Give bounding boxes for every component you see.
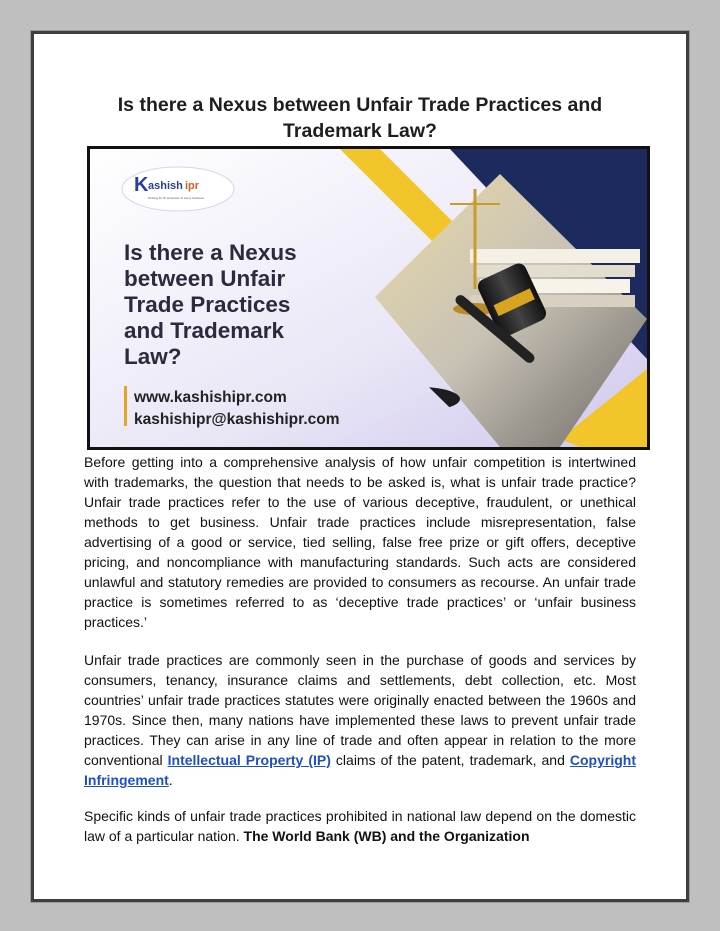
paragraph-2-middle: claims of the patent, trademark, and — [330, 752, 570, 768]
title-line-2: Trademark Law? — [283, 120, 437, 142]
contact-accent-bar — [124, 386, 127, 426]
banner-heading-line-1: Is there a Nexus — [124, 240, 297, 265]
banner-heading-line-4: and Trademark — [124, 318, 285, 343]
kashishipr-logo — [122, 167, 234, 211]
paragraph-3-bold: The World Bank (WB) and the Organization — [243, 828, 530, 844]
svg-text:Striving for IP protection in: Striving for IP protection in every business — [148, 196, 204, 200]
document-title — [34, 92, 686, 144]
paragraph-2-text: Unfair trade practices are commonly seen in the purchase of goods and services by consumers, tenancy, insurance claims and settlements, debt collection, etc. Most countries’ unfair trade practices statutes were originally enacted between the 1960s and 1970s. Since then, many nations have implemented these laws to prevent unfair trade practices. They can arise in any line of trade and often appear in relation to the more conventional — [84, 652, 636, 768]
intellectual-property-link[interactable]: Intellectual Property (IP) — [167, 752, 331, 768]
banner-heading-line-2: between Unfair — [124, 266, 286, 291]
paragraph-2-end: . — [168, 772, 173, 788]
copyright-infringement-link[interactable]: Copyright Infringement — [84, 752, 636, 788]
banner-heading-line-3: Trade Practices — [124, 292, 291, 317]
banner-website: www.kashishipr.com — [134, 389, 287, 406]
banner-heading-line-5: Law? — [124, 344, 182, 369]
article-banner-image — [87, 146, 650, 450]
paragraph-1: Before getting into a comprehensive analysis of how unfair competition is intertwined with trademarks, the question that needs to be asked is, what is unfair trade practice? Unfair trade practices refer to the use of various deceptive, fraudulent, or unethical methods to get business. Unfair trade practices include misrepresentation, false advertising of a good or service, tied selling, false free prize or gift offers, deceptive pricing, and noncompliance with manufacturing standards. Such acts are considered unlawful and statutory remedies are provided to consumers as recourse. An unfair trade practice is sometimes referred to as ‘deceptive trade practices’ or ‘unfair business practices.’ — [84, 454, 636, 630]
document-page — [31, 31, 689, 902]
paragraph-2 — [84, 650, 636, 790]
banner-email: kashishipr@kashishipr.com — [134, 411, 340, 428]
paragraph-3 — [84, 806, 636, 846]
svg-text:ipr: ipr — [185, 180, 200, 192]
paragraph-3-text: Specific kinds of unfair trade practices prohibited in national law depend on the domestic law of a particular nation. — [84, 808, 636, 844]
svg-text:ashish: ashish — [148, 180, 183, 192]
banner-graphic — [90, 149, 647, 447]
title-line-1: Is there a Nexus between Unfair Trade Practices and — [117, 94, 603, 116]
svg-text:K: K — [134, 174, 149, 196]
